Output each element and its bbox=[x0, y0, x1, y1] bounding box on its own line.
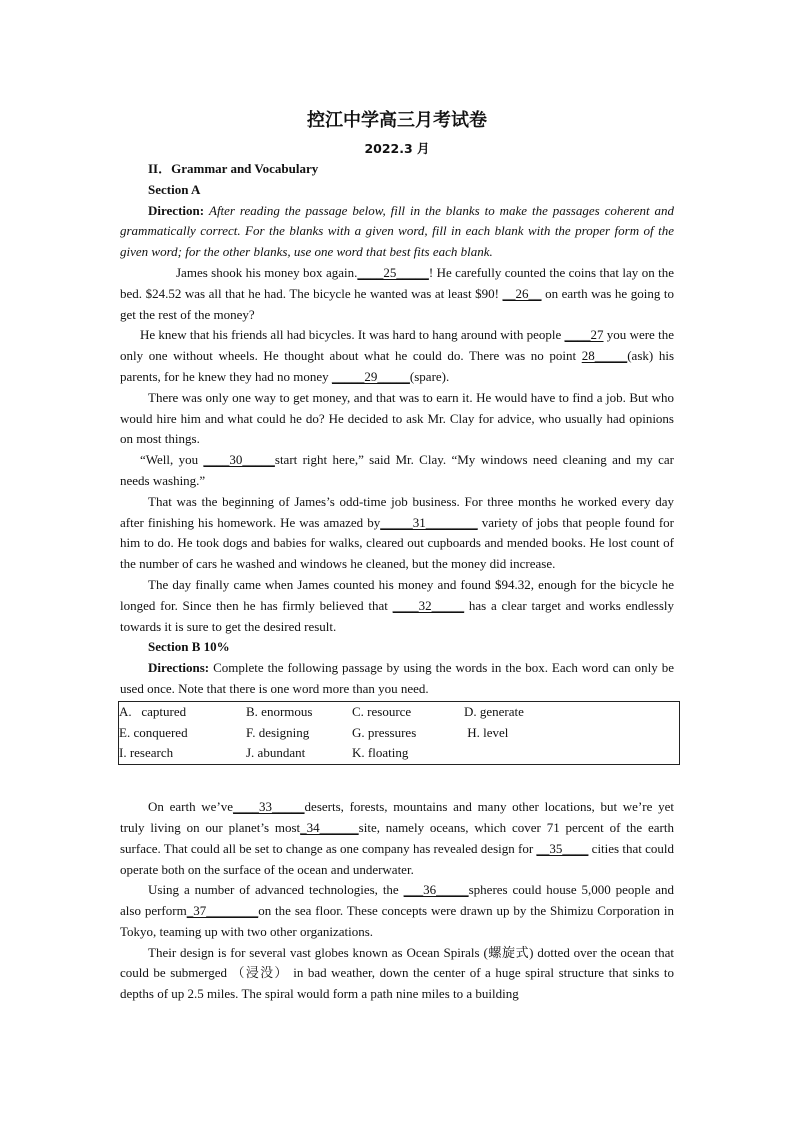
text-run: (spare). bbox=[409, 368, 450, 384]
passage-a-paragraph-5 bbox=[120, 492, 674, 575]
blank-25: ____25_____ bbox=[357, 264, 429, 280]
word-option: D. generate bbox=[464, 703, 524, 719]
section-a-heading: Section A bbox=[148, 181, 201, 197]
text-run: That was the beginning of James’s odd-time job business. For three months he worked every day after finishing his homework. He was amazed by bbox=[120, 493, 674, 530]
blank-29: _____29_____ bbox=[331, 368, 410, 384]
text-run: He knew that his friends all had bicycles. It was hard to hang around with people bbox=[140, 327, 565, 343]
passage-a-paragraph-1 bbox=[120, 263, 674, 325]
passage-b-paragraph-1 bbox=[120, 797, 674, 880]
word-option: F. designing bbox=[246, 724, 310, 740]
text-run: The day finally came when James counted his money and found $94.32, enough for the bicycle he longed for. Since then he has firmly believed that bbox=[120, 576, 674, 613]
word-option: I. research bbox=[119, 745, 174, 761]
direction-text: Complete the following passage by using the words in the box. Each word can only be used once. Note that there is one word more than you need. bbox=[120, 660, 674, 696]
section-a-direction bbox=[120, 201, 674, 263]
direction-text: After reading the passage below, fill in the blanks to make the passages coherent and grammatically correct. For the blanks with a given word, fill in each blank with the proper form of the given word; for the other blanks, use one word that best fits each blank. bbox=[120, 202, 675, 260]
passage-a-paragraph-6 bbox=[120, 575, 674, 637]
part-heading: II．Grammar and Vocabulary bbox=[148, 161, 319, 176]
blank-37: _37________ bbox=[186, 903, 259, 919]
text-run: on the sea floor. These concepts were drawn up by the Shimizu Corporation in Tokyo, teaming up with two other organizations. bbox=[120, 903, 674, 939]
passage-a-paragraph-4 bbox=[120, 450, 674, 492]
text-run: James shook his money box again. bbox=[176, 264, 358, 280]
text-run: deserts, forests, mountains and many other locations, but we’re yet truly living on our planet’s most bbox=[120, 799, 674, 835]
text-run: site, namely oceans, which cover 71 percent of the earth surface. That could all be set to change as one company has revealed design for bbox=[120, 819, 674, 856]
text-run: on earth was he going to get the rest of the money? bbox=[120, 285, 674, 322]
passage-a-paragraph-2 bbox=[120, 325, 674, 387]
text-run: start right here,” said Mr. Clay. “My windows need cleaning and my car needs washing.” bbox=[120, 452, 674, 488]
blank-32: ____32_____ bbox=[392, 597, 465, 613]
word-option: K. floating bbox=[352, 745, 409, 761]
passage-a-paragraph-3: There was only one way to get money, and that was to earn it. He would have to find a job. But who would hire him and what could he do? He decided to ask Mr. Clay for advice, who usually had opinions on most things. bbox=[120, 389, 674, 447]
word-option: A. captured bbox=[119, 703, 187, 719]
text-run: you were the only one without wheels. He thought about what he could do. There was no point bbox=[120, 327, 674, 364]
word-box-row bbox=[119, 702, 679, 723]
text-run: ! He carefully counted the coins that lay on the bed. $24.52 was all that he had. The bicycle he wanted was at least $90! bbox=[120, 264, 674, 301]
word-box-row bbox=[119, 723, 679, 744]
text-run: (ask) his parents, for he knew they had no money bbox=[120, 348, 674, 384]
blank-26: __26__ bbox=[502, 285, 542, 301]
exam-content bbox=[120, 159, 674, 1005]
word-option: J. abundant bbox=[246, 745, 306, 761]
word-option bbox=[464, 743, 644, 764]
section-b-heading: Section B 10% bbox=[148, 639, 230, 655]
text-run: cities that could operate both on the surface of the ocean and underwater. bbox=[120, 840, 675, 877]
blank-34: _34______ bbox=[300, 819, 359, 835]
blank-28: 28_____ bbox=[581, 348, 628, 364]
word-option: G. pressures bbox=[352, 724, 417, 740]
word-option: H. level bbox=[464, 724, 509, 740]
direction-label: Direction: bbox=[148, 202, 205, 218]
text-run: Using a number of advanced technologies, the bbox=[148, 882, 404, 898]
blank-31: _____31________ bbox=[380, 514, 478, 530]
word-option: E. conquered bbox=[119, 724, 188, 740]
text-run: spheres could house 5,000 people and also perform bbox=[120, 882, 674, 919]
text-run: “Well, you bbox=[140, 452, 204, 468]
exam-date: 2022.3 月 bbox=[364, 141, 430, 156]
word-option: C. resource bbox=[352, 703, 412, 719]
blank-30: ____30_____ bbox=[203, 452, 275, 468]
word-box bbox=[118, 701, 680, 765]
text-run: has a clear target and works endlessly towards it is sure to get the desired result. bbox=[120, 597, 674, 634]
passage-b-paragraph-2 bbox=[120, 880, 674, 942]
word-box-row bbox=[119, 743, 679, 764]
section-b-direction bbox=[120, 658, 674, 700]
direction-label: Directions: bbox=[148, 660, 210, 676]
blank-33: ____33_____ bbox=[233, 799, 305, 815]
blank-36: ___36_____ bbox=[403, 882, 469, 898]
page-title: 控江中学高三月考试卷 bbox=[307, 110, 487, 131]
passage-b-paragraph-3: Their design is for several vast globes known as Ocean Spirals (螺旋式) dotted over the ocean that could be submerged （浸没） in bad weather, down the center of a huge spiral structure that sinks to depths of up 2.5 miles. The spiral would form a path nine miles to a building bbox=[120, 944, 674, 1002]
text-run: On earth we’ve bbox=[148, 799, 234, 815]
text-run: variety of jobs that people found for him to do. He took dogs and babies for walks, cleared out cupboards and mended books. He lost count of the number of cars he washed and windows he cleaned, but the money did increase. bbox=[120, 514, 674, 572]
blank-35: __35____ bbox=[536, 840, 589, 856]
word-option: B. enormous bbox=[246, 703, 313, 719]
blank-27: ____27 bbox=[564, 327, 604, 343]
